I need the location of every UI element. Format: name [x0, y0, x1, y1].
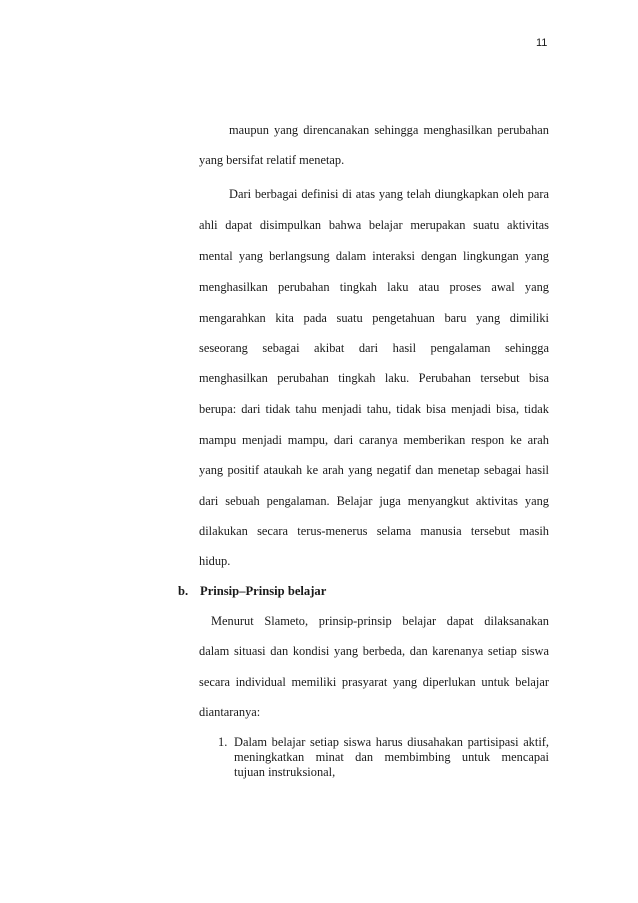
paragraph-line: yang bersifat relatif menetap. — [199, 153, 345, 167]
paragraph-line: seseorang sebagai akibat dari hasil pengalaman sehingga — [199, 341, 549, 355]
list-item-number: 1. — [218, 735, 228, 749]
list-item-line: Dalam belajar setiap siswa harus diusahakan partisipasi aktif, — [234, 735, 549, 749]
paragraph-line: secara individual memiliki prasyarat yang diperlukan untuk belajar — [199, 675, 549, 689]
paragraph-line: diantaranya: — [199, 705, 261, 719]
paragraph-line: menghasilkan perubahan tingkah laku atau proses awal yang — [199, 280, 549, 294]
paragraph-line: ahli dapat disimpulkan bahwa belajar merupakan suatu aktivitas — [199, 218, 549, 232]
paragraph-line: mengarahkan kita pada suatu pengetahuan baru yang dimiliki — [199, 311, 549, 325]
paragraph-line: mampu menjadi mampu, dari caranya memberikan respon ke arah — [199, 433, 549, 447]
paragraph-line: dari sebuah pengalaman. Belajar juga menyangkut aktivitas yang — [199, 494, 549, 508]
paragraph-line: menghasilkan perubahan tingkah laku. Perubahan tersebut bisa — [199, 371, 549, 385]
paragraph-line: Dari berbagai definisi di atas yang telah diungkapkan oleh para — [229, 187, 549, 201]
paragraph-line: mental yang berlangsung dalam interaksi dengan lingkungan yang — [199, 249, 549, 263]
paragraph-line: dalam situasi dan kondisi yang berbeda, dan karenanya setiap siswa — [199, 644, 549, 658]
paragraph-line: maupun yang direncanakan sehingga menghasilkan perubahan — [229, 123, 549, 137]
page-number: 11 — [536, 37, 548, 49]
list-item-line: tujuan instruksional, — [234, 765, 336, 779]
section-heading — [178, 583, 326, 599]
paragraph-line: dilakukan secara terus-menerus selama manusia tersebut masih — [199, 524, 549, 538]
section-label: b. — [178, 584, 189, 598]
paragraph-line: hidup. — [199, 554, 231, 568]
paragraph-line: yang positif ataukah ke arah yang negatif dan menetap sebagai hasil — [199, 463, 549, 477]
list-item-line: meningkatkan minat dan membimbing untuk mencapai — [234, 750, 549, 764]
paragraph-line: berupa: dari tidak tahu menjadi tahu, tidak bisa menjadi bisa, tidak — [199, 402, 549, 416]
section-title: Prinsip–Prinsip belajar — [200, 584, 327, 598]
paragraph-line: Menurut Slameto, prinsip-prinsip belajar dapat dilaksanakan — [211, 614, 549, 628]
